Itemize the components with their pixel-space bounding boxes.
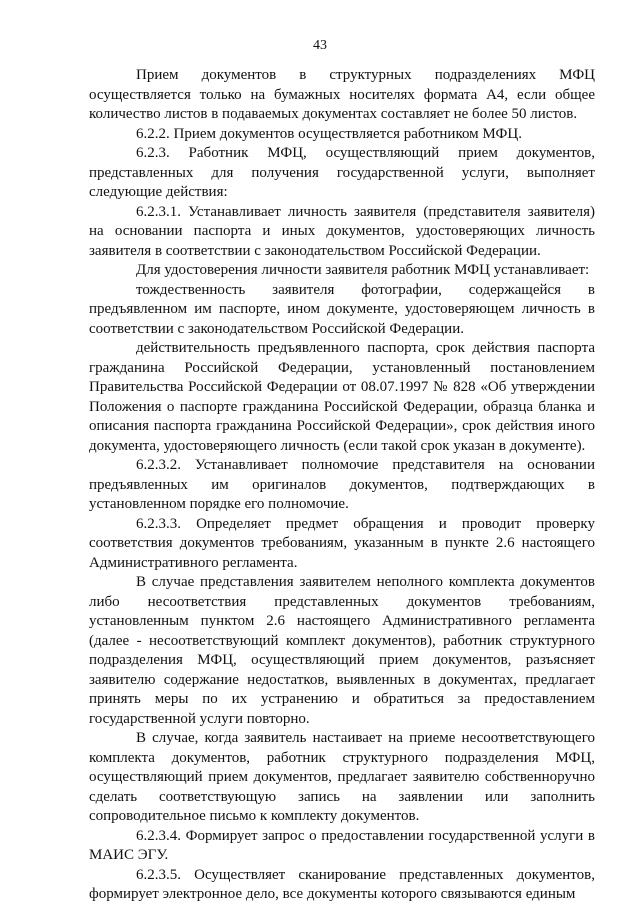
paragraph-identity-photo: тождественность заявителя фотографии, содержащейся в предъявленном им паспорте, ином документе, удостоверяющем личность в соответствии с законодательством Российской Федерации. <box>89 281 595 337</box>
paragraph-applicant-insists: В случае, когда заявитель настаивает на приеме несоответствующего комплекта документов, работник структурного подразделения МФЦ, осуществляющий прием документов, предлагает заявителю собственноручно сделать соответствующую запись на заявлении или заполнить сопроводительное письмо к комплекту документов. <box>89 730 595 824</box>
paragraph-identity-check: Для удостоверения личности заявителя работник МФЦ устанавливает: <box>136 262 590 278</box>
paragraph-incomplete-set: В случае представления заявителем неполного комплекта документов либо несоответствия представленных документов требованиям, установленным пунктом 2.6 настоящего Административного регламента (далее - несоответствующий комплект документов), работник структурного подразделения МФЦ, осуществляющий прием документов, разъясняет заявителю содержание недостатков, выявленных в документах, предлагает принять меры по их устранению и обратиться за предоставлением государственной услуги повторно. <box>89 574 595 727</box>
paragraph-6-2-2: 6.2.2. Прием документов осуществляется работником МФЦ. <box>136 125 522 142</box>
paragraph-6-2-3: 6.2.3. Работник МФЦ, осуществляющий прием документов, представленных для получения государственной услуги, выполняет следующие действия: <box>89 145 595 200</box>
paragraph-passport-validity: действительность предъявленного паспорта, срок действия паспорта гражданина Российской Федерации, установленный постановлением Правительства Российской Федерации от 08.07.1997 № 828 «Об утверждении Положения о паспорте гражданина Российской Федерации, образца бланка и описания паспорта гражданина Российской Федерации», срок действия иного документа, удостоверяющего личность (если такой срок указан в документе). <box>89 340 595 454</box>
paragraph-6-2-3-5: 6.2.3.5. Осуществляет сканирование представленных документов, формирует электронное дело, все документы которого связываются единым <box>89 866 595 902</box>
document-body <box>89 66 595 905</box>
page-number: 43 <box>313 38 327 53</box>
paragraph-6-2-3-2: 6.2.3.2. Устанавливает полномочие представителя на основании предъявленных им оригиналов документов, подтверждающих в установленном порядке его полномочие. <box>89 457 595 512</box>
paragraph-6-2-3-4: 6.2.3.4. Формирует запрос о предоставлении государственной услуги в МАИС ЭГУ. <box>89 827 595 863</box>
paragraph-6-2-3-1: 6.2.3.1. Устанавливает личность заявителя (представителя заявителя) на основании паспорта и иных документов, удостоверяющих личность заявителя в соответствии с законодательством Российской Федерации. <box>89 203 595 259</box>
paragraph-6-2-3-3: 6.2.3.3. Определяет предмет обращения и проводит проверку соответствия документов требованиям, указанным в пункте 2.6 настоящего Административного регламента. <box>89 515 595 571</box>
paragraph-intro: Прием документов в структурных подразделениях МФЦ осуществляется только на бумажных носителях формата А4, если общее количество листов в подаваемых документах составляет не более 50 листов. <box>89 67 595 122</box>
